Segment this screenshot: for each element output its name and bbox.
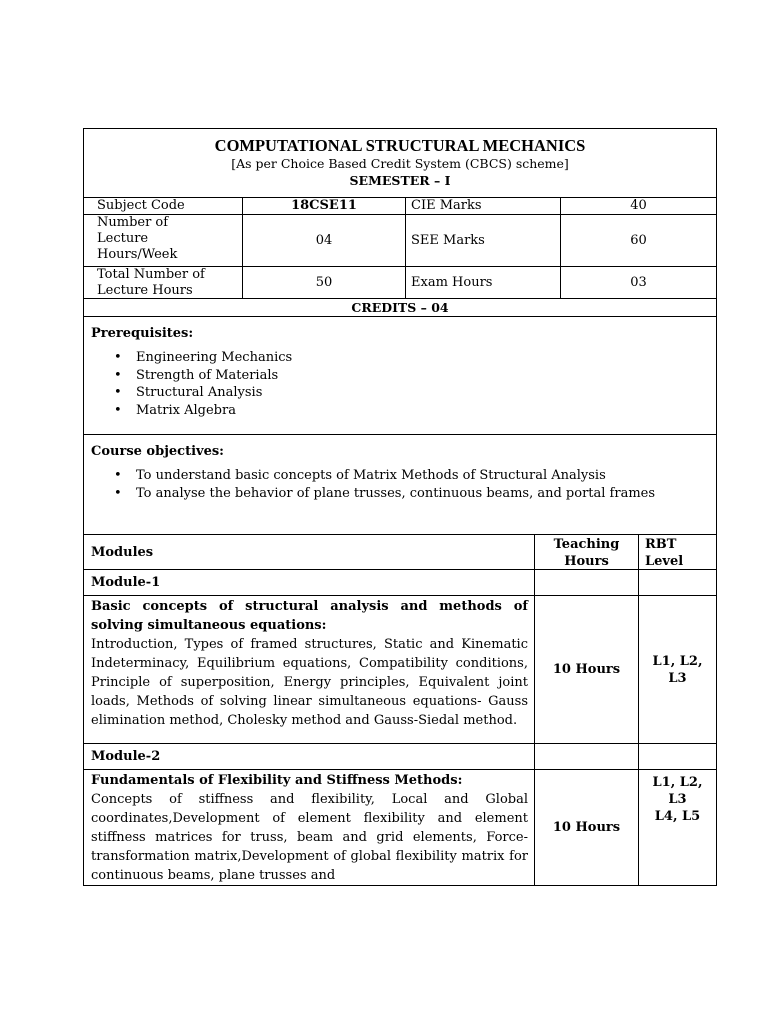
info-value: 04 (243, 215, 406, 266)
info-value2: 60 (630, 232, 647, 248)
list-item: • Strength of Materials (136, 367, 708, 385)
module-name: Module-2 (84, 744, 535, 769)
module-2-content-row (84, 770, 716, 886)
module-rbt: L1, L2, L3 L4, L5 (652, 775, 703, 824)
info-row-lecture-hours-week (84, 215, 716, 267)
module-hours: 10 Hours (535, 770, 639, 885)
info-label2: CIE Marks (406, 198, 561, 214)
info-label: Subject Code (84, 198, 243, 214)
objectives-heading: Course objectives: (91, 444, 224, 459)
semester-label: SEMESTER – I (349, 173, 451, 188)
list-item: • Structural Analysis (136, 384, 708, 402)
list-item: • To analyse the behavior of plane trusses, continuous beams, and portal frames (136, 485, 708, 503)
module-rbt: L1, L2, L3 (652, 653, 703, 686)
module-1-content-row (84, 596, 716, 744)
syllabus-table (83, 128, 717, 886)
modules-header: Modules (84, 535, 535, 569)
module-name: Module-1 (84, 570, 535, 595)
rbt-level-header: RBT Level (645, 537, 684, 569)
title-block (84, 129, 716, 198)
info-label2: Exam Hours (406, 267, 561, 298)
module-content (84, 770, 535, 885)
scheme-subtitle: [As per Choice Based Credit System (CBCS) scheme] (231, 156, 569, 171)
module-content (84, 596, 535, 743)
module-1-label-row (84, 570, 716, 596)
info-label: Total Number of Lecture Hours (84, 267, 243, 298)
objectives-section (84, 435, 716, 535)
module-body: Concepts of stiffness and flexibility, Local and Global coordinates,Development of element flexibility and element stiffness matrices for truss, beam and grid elements, Force-transformation matrix,Development of global flexibility matrix for continuous beams, plane trusses and (91, 792, 528, 883)
info-label2: SEE Marks (406, 215, 561, 266)
credits-row: CREDITS – 04 (84, 299, 716, 317)
prerequisites-heading: Prerequisites: (91, 326, 194, 341)
prerequisites-list (91, 349, 708, 419)
teaching-hours-header: Teaching Hours (535, 535, 639, 569)
module-2-label-row (84, 744, 716, 770)
list-item: • To understand basic concepts of Matrix Methods of Structural Analysis (136, 467, 708, 485)
info-value2: 40 (630, 198, 647, 213)
prerequisites-section (84, 317, 716, 435)
list-item: • Engineering Mechanics (136, 349, 708, 367)
info-value: 50 (243, 267, 406, 298)
course-title: COMPUTATIONAL STRUCTURAL MECHANICS (214, 136, 586, 155)
objectives-list (91, 467, 708, 502)
module-title: Basic concepts of structural analysis and methods of solving simultaneous equations: (91, 599, 528, 633)
info-row-subject-code (84, 198, 716, 215)
module-title: Fundamentals of Flexibility and Stiffness Methods: (91, 773, 463, 788)
info-label: Number of Lecture Hours/Week (84, 215, 243, 266)
module-body: Introduction, Types of framed structures, Static and Kinematic Indeterminacy, Equilibrium equations, Compatibility conditions, Principle of superposition, Energy principles, Equivalent joint loads, Methods of solving linear simultaneous equations- Gauss elimination method, Cholesky method and Gauss-Siedal method. (91, 637, 528, 728)
info-row-total-hours (84, 267, 716, 299)
info-value: 18CSE11 (243, 198, 406, 214)
info-value2: 03 (630, 274, 647, 290)
list-item: • Matrix Algebra (136, 402, 708, 420)
modules-header-row (84, 535, 716, 570)
module-hours: 10 Hours (535, 596, 639, 743)
